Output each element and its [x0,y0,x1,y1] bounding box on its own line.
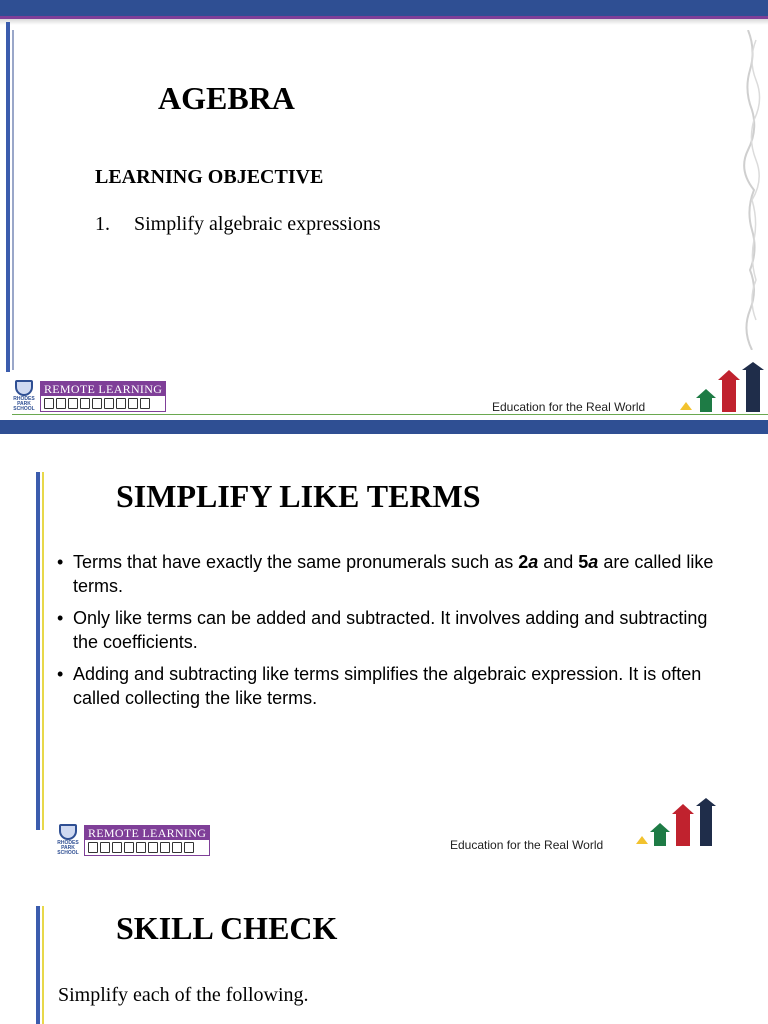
phone-icon [80,398,90,409]
left-accent-bar [36,472,40,830]
computer-icon [88,842,98,853]
remote-learning-logo [12,380,166,412]
tablet-icon [116,398,126,409]
tablet-icon [160,842,170,853]
remote-learning-label: REMOTE LEARNING [41,382,165,396]
left-accent-bar [6,22,10,372]
objective-text: Simplify algebraic expressions [134,213,381,235]
slide-title: AGEBRA [158,80,295,116]
growth-arrows-icon [634,798,720,848]
left-accent-bar-thin [42,472,44,830]
laptop-icon [100,842,110,853]
device-icons-row [85,840,209,855]
remote-learning-label: REMOTE LEARNING [85,826,209,840]
bullet-item: • Only like terms can be added and subtracted. It involves adding and subtracting the coefficients. [57,608,708,652]
remote-learning-logo [56,824,210,856]
remote-learning-badge [84,825,210,856]
slide-title: SKILL CHECK [116,910,338,946]
footer-divider [12,414,768,415]
decorative-scribble [742,30,764,350]
computer-icon [44,398,54,409]
book-icon [172,842,182,853]
usb-icon [148,842,158,853]
school-crest-icon: RHODES PARK SCHOOL [12,380,36,412]
slide-learning-objective [0,0,768,420]
left-accent-bar [36,906,40,1024]
school-crest-icon: RHODES PARK SCHOOL [56,824,80,856]
device-icons-row [41,396,165,411]
top-band-shadow [0,19,768,25]
book-icon [128,398,138,409]
footer-tagline: Education for the Real World [450,838,604,852]
wifi-icon [136,842,146,853]
bullet-list [57,550,717,718]
objective-item [95,213,381,236]
document-icon [184,842,194,853]
left-accent-bar-thin [12,30,14,370]
bullet-item: • Adding and subtracting like terms simplifies the algebraic expression. It is often called collecting the like terms. [57,664,702,708]
laptop-icon [56,398,66,409]
document-icon [140,398,150,409]
monitor-icon [68,398,78,409]
left-accent-bar-thin [42,906,44,1024]
slide-simplify-like-terms [0,420,768,860]
slide-skill-check [0,860,768,1024]
growth-arrows-icon [676,362,768,414]
instruction-text: Simplify each of the following. [58,984,309,1006]
phone-icon [124,842,134,853]
footer-tagline: Education for the Real World [492,400,646,414]
objective-number: 1. [95,213,110,235]
separator-band [0,420,768,434]
usb-icon [104,398,114,409]
bullet-item: • Terms that have exactly the same pronumerals such as 2a and 5a are called like terms. [57,552,714,596]
wifi-icon [92,398,102,409]
top-band [0,0,768,16]
remote-learning-badge [40,381,166,412]
monitor-icon [112,842,122,853]
slide-title: SIMPLIFY LIKE TERMS [116,478,481,514]
learning-objective-heading: LEARNING OBJECTIVE [95,166,324,188]
